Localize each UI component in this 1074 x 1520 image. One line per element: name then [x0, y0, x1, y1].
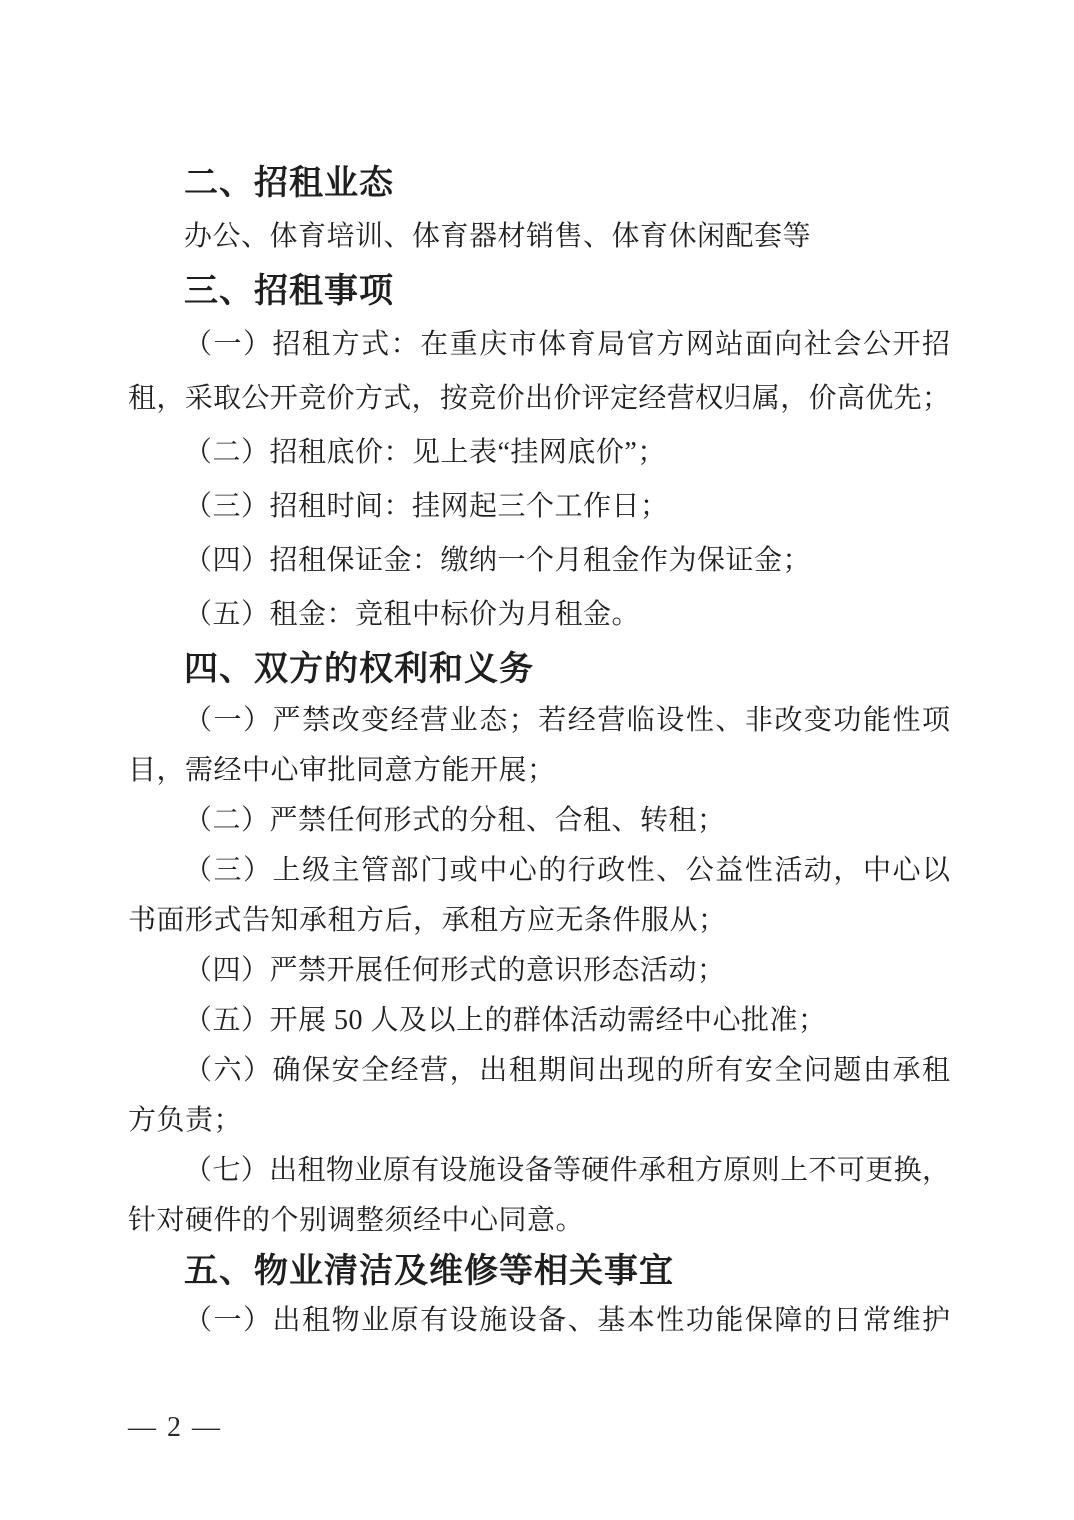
paragraph-line: 方负责；: [128, 1105, 243, 1136]
paragraph-line: （三）上级主管部门或中心的行政性、公益性活动，中心以: [184, 855, 950, 886]
paragraph-line: （四）严禁开展任何形式的意识形态活动；: [184, 955, 726, 986]
paragraph-line: （一）招租方式：在重庆市体育局官方网站面向社会公开招: [184, 329, 950, 360]
heading-section-3: 三、招租事项: [184, 272, 394, 310]
paragraph-line: （五）租金：竞租中标价为月租金。: [184, 599, 641, 630]
paragraph-line: 目，需经中心审批同意方能开展；: [128, 755, 556, 786]
paragraph-line: 租，采取公开竞价方式，按竞价出价评定经营权归属，价高优先；: [128, 383, 950, 414]
paragraph-line: （五）开展 50 人及以上的群体活动需经中心批准；: [184, 1005, 827, 1036]
page-number: — 2 —: [128, 1412, 222, 1443]
paragraph-line: （三）招租时间：挂网起三个工作日；: [184, 491, 669, 522]
paragraph-line: （一）出租物业原有设施设备、基本性功能保障的日常维护: [184, 1305, 950, 1336]
heading-section-4: 四、双方的权利和义务: [184, 650, 534, 688]
paragraph-line: （二）严禁任何形式的分租、合租、转租；: [184, 805, 726, 836]
paragraph-line: （六）确保安全经营，出租期间出现的所有安全问题由承租: [184, 1055, 950, 1086]
heading-section-5: 五、物业清洁及维修等相关事宜: [184, 1252, 674, 1290]
heading-section-2: 二、招租业态: [184, 164, 394, 202]
paragraph-line: （一）严禁改变经营业态；若经营临设性、非改变功能性项: [184, 705, 950, 736]
paragraph-line: 办公、体育培训、体育器材销售、体育休闲配套等: [184, 221, 812, 252]
paragraph-line: （七）出租物业原有设施设备等硬件承租方原则上不可更换，: [184, 1155, 950, 1186]
paragraph-line: 针对硬件的个别调整须经中心同意。: [128, 1205, 585, 1236]
paragraph-line: （四）招租保证金：缴纳一个月租金作为保证金；: [184, 545, 812, 576]
text-block: [128, 156, 950, 1346]
paragraph-line: 书面形式告知承租方后，承租方应无条件服从；: [128, 905, 727, 936]
paragraph-line: （二）招租底价：见上表“挂网底价”；: [184, 437, 666, 468]
